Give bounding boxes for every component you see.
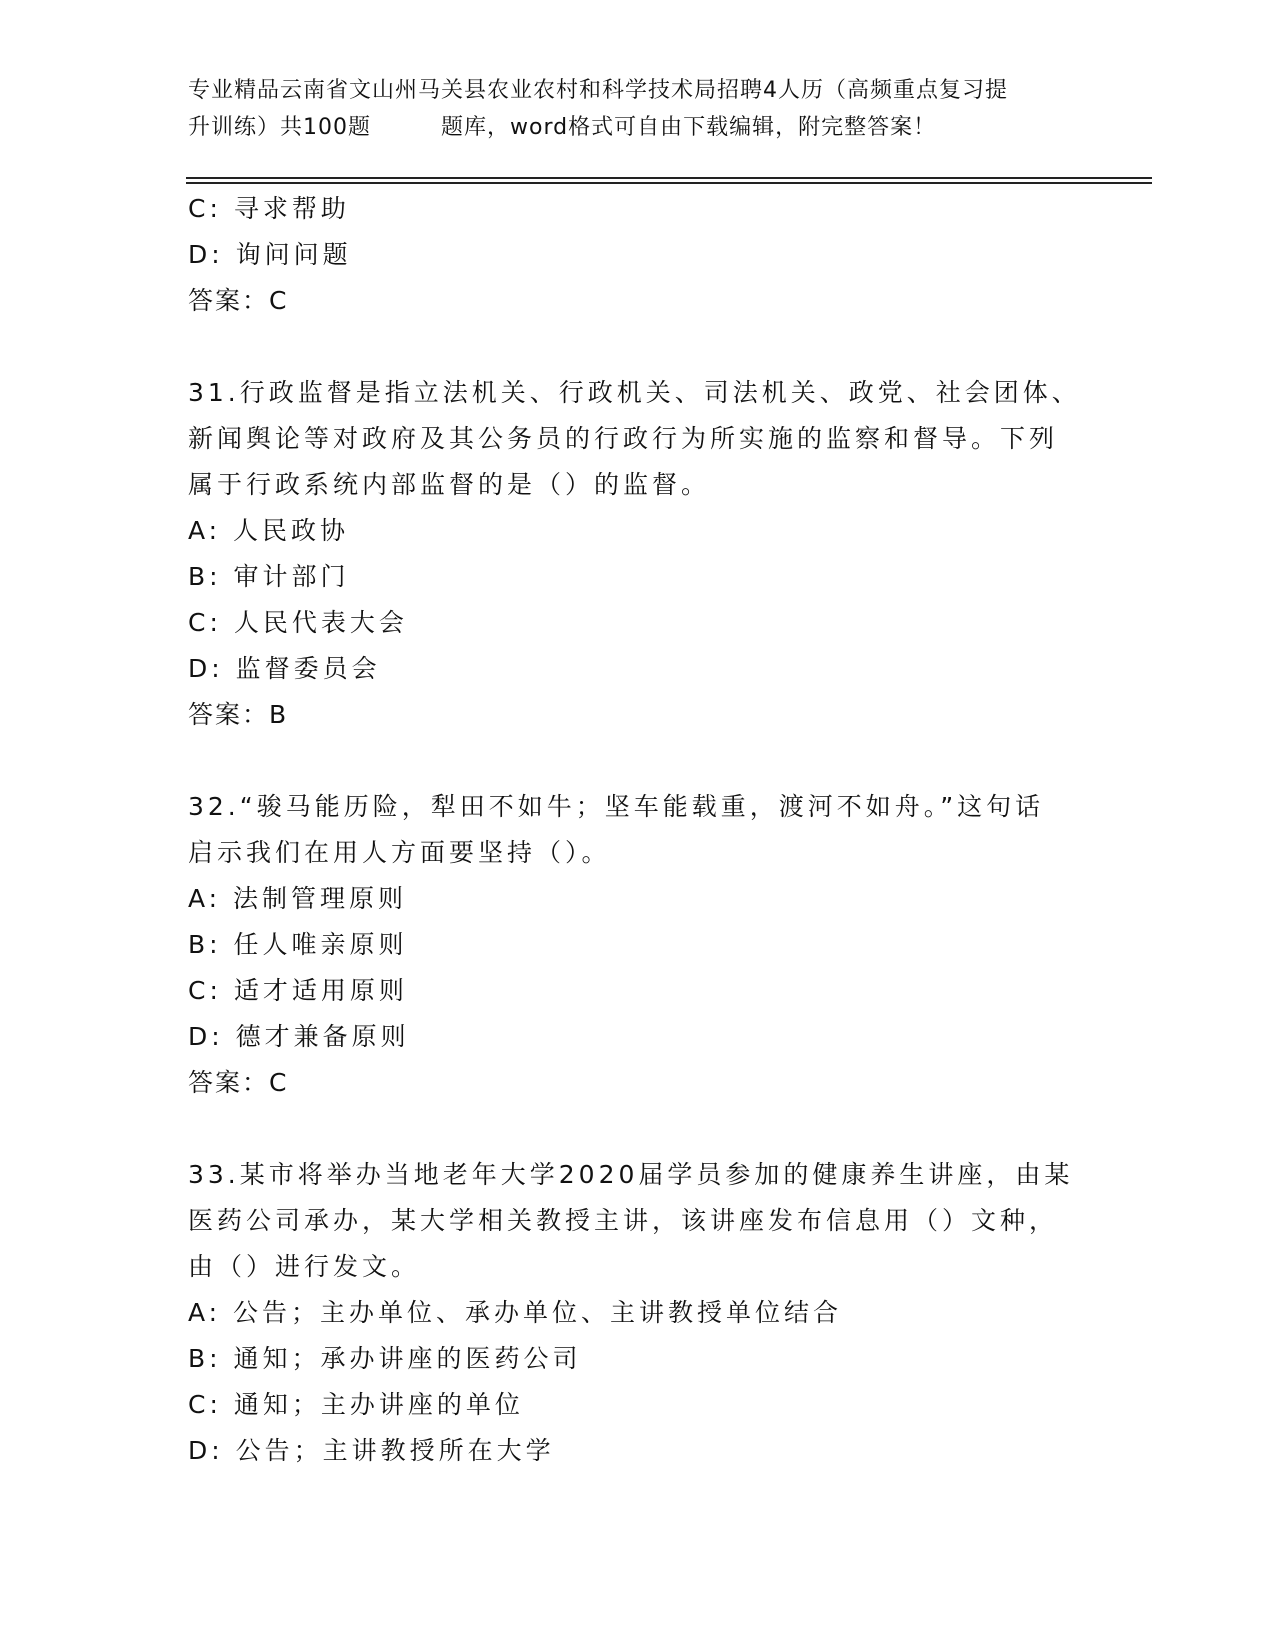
option-b: B: 通知；承办讲座的医药公司 — [188, 1344, 582, 1373]
question-stem-line: 由（）进行发文。 — [188, 1252, 421, 1281]
option-c: C: 通知；主办讲座的单位 — [188, 1390, 524, 1419]
question-stem-line: 启示我们在用人方面要坚持（）。 — [188, 838, 611, 867]
option-d: D: 公告；主讲教授所在大学 — [188, 1436, 555, 1465]
option-c: C: 适才适用原则 — [188, 976, 408, 1005]
option-a: A: 公告；主办单位、承办单位、主讲教授单位结合 — [188, 1298, 843, 1327]
header-line-2-part-1: 升训练）共100题 — [188, 115, 371, 140]
header-divider-top — [186, 177, 1152, 179]
option-b: B: 任人唯亲原则 — [188, 930, 408, 959]
question-32 — [188, 784, 1088, 1106]
header-divider-bottom — [186, 182, 1152, 184]
question-33 — [188, 1152, 1088, 1474]
question-31 — [188, 370, 1088, 738]
option-d: D: 询问问题 — [188, 240, 352, 269]
question-stem-line: 32.“骏马能历险，犁田不如牛；坚车能载重，渡河不如舟。”这句话 — [188, 792, 1045, 821]
option-b: B: 审计部门 — [188, 562, 350, 591]
question-stem-line: 属于行政系统内部监督的是（）的监督。 — [188, 470, 711, 499]
option-d: D: 德才兼备原则 — [188, 1022, 410, 1051]
option-c: C: 人民代表大会 — [188, 608, 408, 637]
answer: 答案：C — [188, 286, 289, 315]
question-stem-line: 31.行政监督是指立法机关、行政机关、司法机关、政党、社会团体、 — [188, 378, 1081, 407]
option-a: A: 人民政协 — [188, 516, 350, 545]
question-stem-line: 医药公司承办，某大学相关教授主讲，该讲座发布信息用（）文种， — [188, 1206, 1059, 1235]
option-a: A: 法制管理原则 — [188, 884, 408, 913]
header-line-2 — [188, 109, 1088, 146]
question-stem-line: 新闻舆论等对政府及其公务员的行政行为所实施的监察和督导。下列 — [188, 424, 1059, 453]
document-body — [188, 186, 1088, 1474]
question-stem-line: 33.某市将举办当地老年大学2020届学员参加的健康养生讲座，由某 — [188, 1160, 1074, 1189]
option-c: C: 寻求帮助 — [188, 194, 350, 223]
answer: 答案：B — [188, 700, 289, 729]
header-line-1: 专业精品云南省文山州马关县农业农村和科学技术局招聘4人历（高频重点复习提 — [188, 78, 1008, 103]
answer: 答案：C — [188, 1068, 289, 1097]
document-header — [188, 72, 1088, 146]
previous-question-tail — [188, 186, 1088, 324]
option-d: D: 监督委员会 — [188, 654, 381, 683]
header-line-2-part-2: 题库，word格式可自由下载编辑，附完整答案！ — [441, 115, 937, 140]
